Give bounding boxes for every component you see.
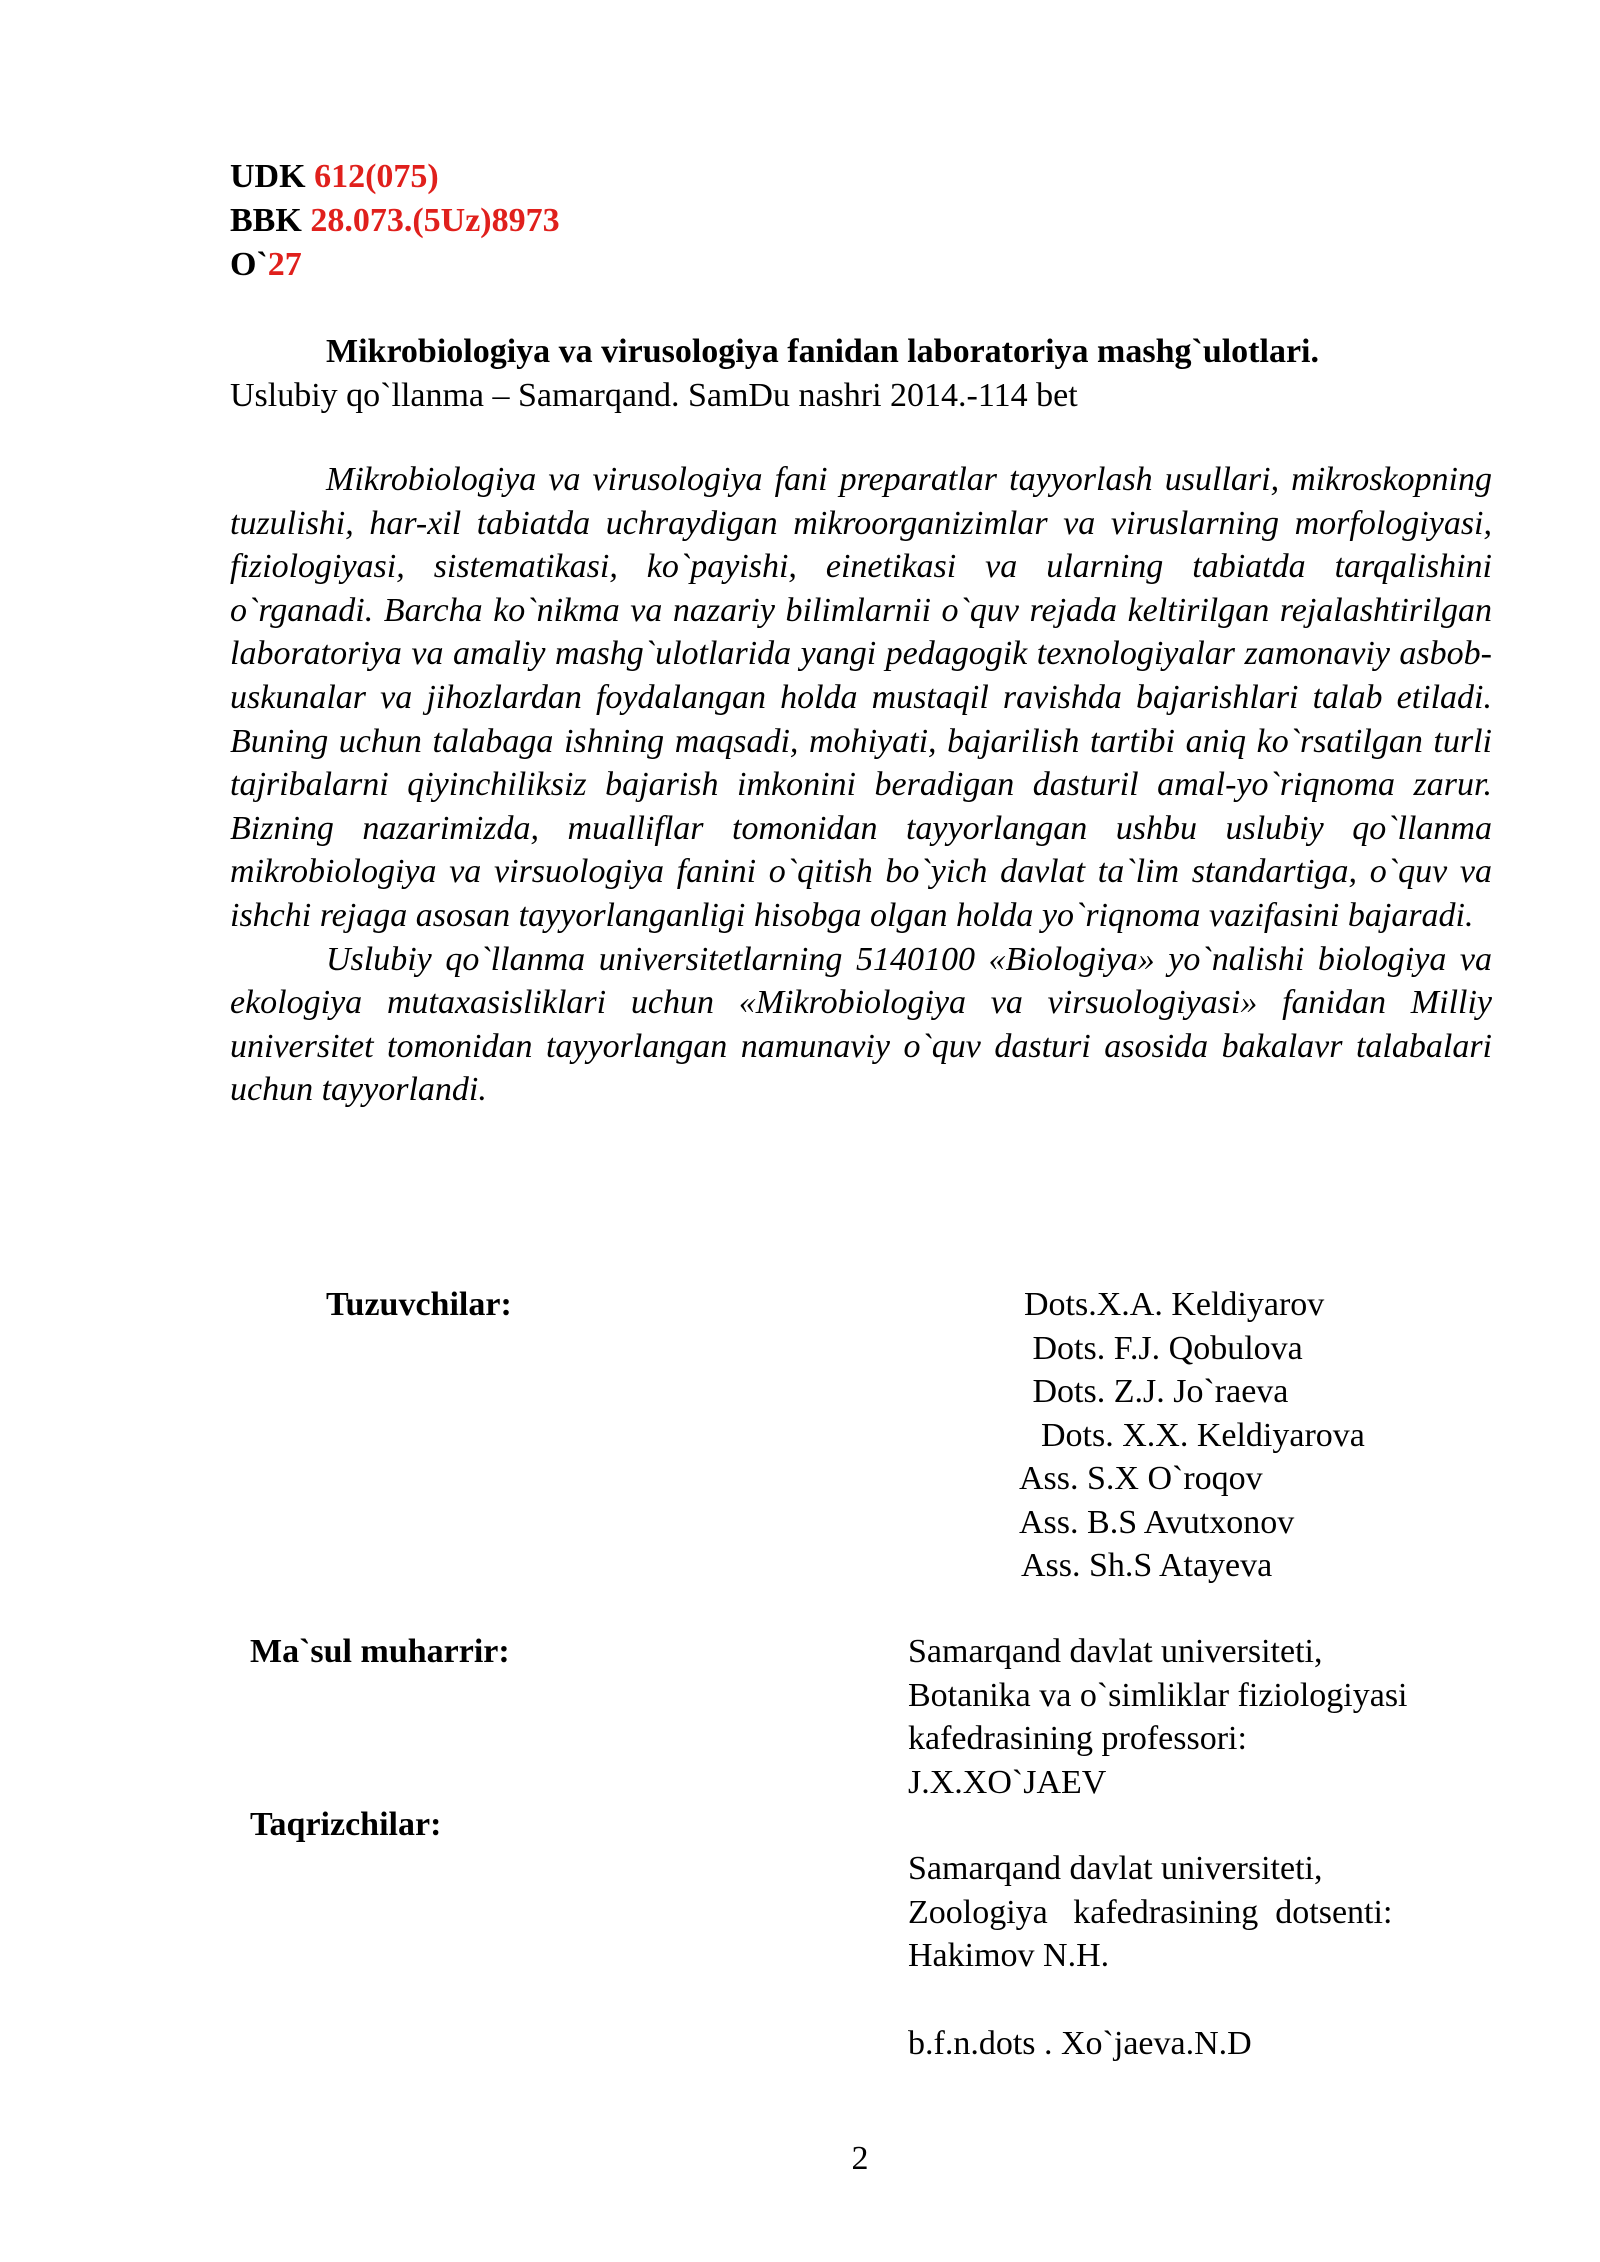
document-title: Mikrobiologiya va virusologiya fanidan laboratoriya mashg`ulotlari. xyxy=(326,333,1319,370)
reviewer-2-info: b.f.n.dots . Xo`jaeva.N.D xyxy=(908,2025,1252,2062)
editor-line: Botanika va o`simliklar fiziologiyasi xyxy=(908,1676,1408,1714)
editor-line: kafedrasining professori: xyxy=(908,1720,1247,1757)
reviewer-line: Zoologiya kafedrasining dotsenti: xyxy=(908,1893,1393,1931)
udk-line xyxy=(230,155,560,199)
classification-codes xyxy=(230,155,560,287)
compilers-label: Tuzuvchilar: xyxy=(326,1286,512,1323)
compiler-name: Ass. Sh.S Atayeva xyxy=(1021,1547,1273,1584)
document-title-block xyxy=(230,330,1490,418)
author-code-line xyxy=(230,243,560,287)
editor-info xyxy=(908,1630,1408,1804)
compiler-name: Ass. S.X O`roqov xyxy=(1019,1460,1263,1497)
abstract xyxy=(230,458,1492,1112)
editor-label: Ma`sul muharrir: xyxy=(250,1633,510,1670)
bbk-value: 28.073.(5Uz)8973 xyxy=(310,202,560,239)
bbk-line xyxy=(230,199,560,243)
reviewers-label: Taqrizchilar: xyxy=(250,1806,442,1843)
udk-value: 612(075) xyxy=(314,158,439,195)
editor-line: J.X.XO`JAEV xyxy=(908,1763,1107,1801)
udk-label: UDK xyxy=(230,158,306,195)
compiler-name: Ass. B.S Avutxonov xyxy=(1019,1503,1295,1541)
bbk-label: BBK xyxy=(230,202,302,239)
abstract-paragraph-1: Mikrobiologiya va virusologiya fani preparatlar tayyorlash usullari, mikroskopning tuzulishi, har-xil tabiatda uchraydigan mikroorganizimlar va viruslarning morfologiyasi, fiziologiyasi, sistematikasi, ko`payishi, einetikasi va ularning tabiatda tarqalishini o`rganadi. Barcha ko`nikma va nazariy bilimlarnii o`quv rejada keltirilgan rejalashtirilgan laboratoriya va amaliy mashg`ulotlarida yangi pedagogik texnologiyalar zamonaviy asbob-uskunalar va jihozlardan foydalangan holda mustaqil ravishda bajarishlari talab etiladi. Buning uchun talabaga ishning maqsadi, mohiyati, bajarilish tartibi aniq ko`rsatilgan turli tajribalarni qiyinchiliksiz bajarish imkonini beradigan dasturil amal-yo`riqnoma zarur. Bizning nazarimizda, mualliflar tomonidan tayyorlangan ushbu uslubiy qo`llanma mikrobiologiya va virsuologiya fanini o`qitish bo`yich davlat ta`lim standartiga, o`quv va ishchi rejaga asosan tayyorlanganligi hisobga olgan holda yo`riqnoma vazifasini bajaradi. xyxy=(230,461,1492,934)
compilers-list xyxy=(1019,1283,1365,1588)
compiler-name: Dots. F.J. Qobulova xyxy=(1024,1329,1303,1367)
reviewer-line: Hakimov N.H. xyxy=(908,1937,1110,1974)
reviewer-1-info xyxy=(908,1847,1392,1978)
reviewer-line: Samarqand davlat universiteti, xyxy=(908,1850,1323,1887)
page-number: 2 xyxy=(851,2140,869,2177)
editor-line: Samarqand davlat universiteti, xyxy=(908,1633,1323,1670)
author-code-value: 27 xyxy=(267,246,302,283)
compiler-name: Dots. Z.J. Jo`raeva xyxy=(1024,1373,1289,1410)
compiler-name: Dots.X.A. Keldiyarov xyxy=(1024,1286,1325,1323)
author-code-label: O` xyxy=(230,246,268,283)
compiler-name: Dots. X.X. Keldiyarova xyxy=(1024,1416,1365,1454)
abstract-paragraph-2: Uslubiy qo`llanma universitetlarning 5140100 «Biologiya» yo`nalishi biologiya va ekologiya mutaxasisliklari uchun «Mikrobiologiya va virsuologiyasi» fanidan Milliy universitet tomonidan tayyorlangan namunaviy o`quv dasturi asosida bakalavr talabalari uchun tayyorlandi. xyxy=(230,940,1492,1109)
publication-info: Uslubiy qo`llanma – Samarqand. SamDu nashri 2014.-114 bet xyxy=(230,377,1078,414)
